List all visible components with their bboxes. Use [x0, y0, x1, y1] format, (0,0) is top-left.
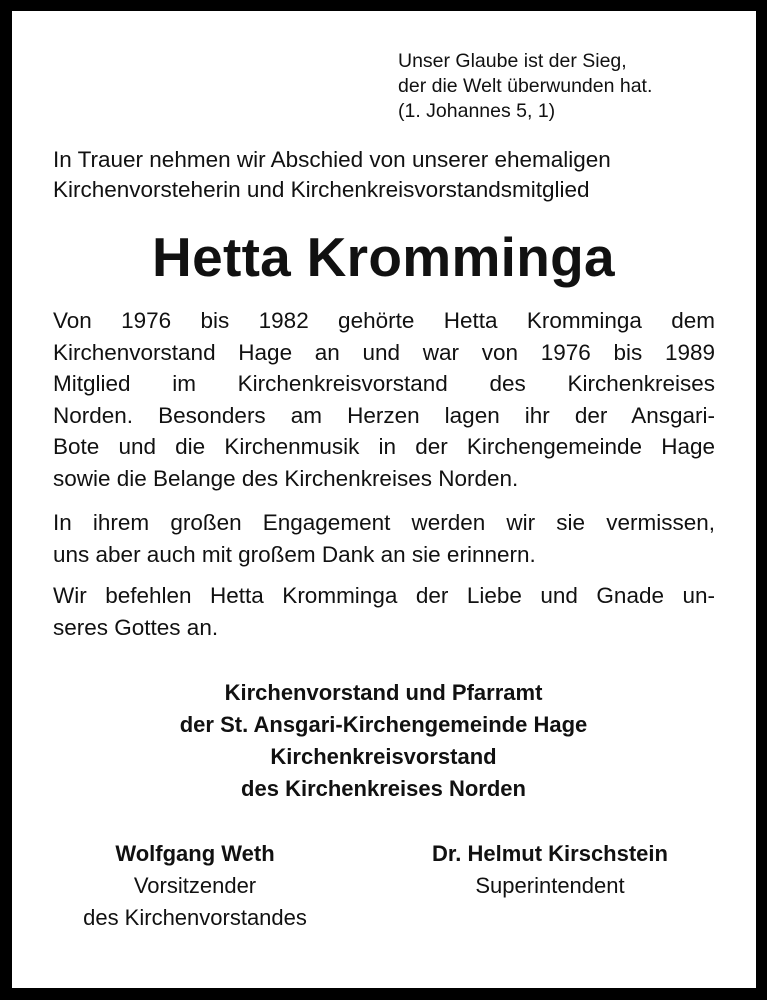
organization-line: der St. Ansgari-Kirchengemeinde Hage — [179, 712, 588, 737]
intro-line: In Trauer nehmen wir Abschied von unserer ehemaligen — [53, 147, 611, 172]
paragraph-line: In ihrem großen Engagement werden wir sie vermissen, — [53, 510, 715, 535]
engagement-paragraph — [53, 507, 715, 570]
signatory-title: des Kirchenvorstandes — [83, 905, 307, 930]
biography-paragraph — [53, 305, 715, 494]
organization-line: Kirchenvorstand und Pfarramt — [224, 680, 543, 705]
organization-line: Kirchenkreisvorstand — [270, 744, 497, 769]
paragraph-line: Kirchenvorstand Hage an und war von 1976 bis 1989 — [53, 339, 715, 365]
paragraph-line: uns aber auch mit großem Dank an sie erinnern. — [53, 541, 536, 567]
bible-verse — [398, 49, 652, 124]
organizations-block — [0, 677, 767, 805]
verse-reference: (1. Johannes 5, 1) — [398, 100, 556, 122]
signatory-superintendent — [395, 838, 705, 902]
signatory-chair — [40, 838, 350, 934]
paragraph-line: Von 1976 bis 1982 gehörte Hetta Kromminga dem — [53, 308, 715, 333]
paragraph-line: Mitglied im Kirchenkreisvorstand des Kirchenkreises — [53, 371, 715, 396]
intro-text — [53, 145, 611, 205]
signatory-name: Dr. Helmut Kirschstein — [432, 841, 668, 866]
verse-line: Unser Glaube ist der Sieg, — [398, 50, 627, 72]
deceased-name: Hetta Kromminga — [152, 226, 615, 288]
paragraph-line: Bote und die Kirchenmusik in der Kirchengemeinde Hage — [53, 434, 715, 459]
verse-line: der die Welt überwunden hat. — [398, 75, 653, 97]
signatory-title: Vorsitzender — [133, 873, 257, 898]
intro-line: Kirchenvorsteherin und Kirchenkreisvorstandsmitglied — [53, 177, 590, 202]
paragraph-line: sowie die Belange des Kirchenkreises Norden. — [53, 465, 519, 491]
paragraph-line: Wir befehlen Hetta Kromminga der Liebe und Gnade un- — [53, 583, 715, 608]
signatory-name: Wolfgang Weth — [115, 841, 275, 866]
organization-line: des Kirchenkreises Norden — [241, 776, 526, 801]
paragraph-line: Norden. Besonders am Herzen lagen ihr der Ansgari- — [53, 402, 715, 428]
commendation-paragraph — [53, 580, 715, 643]
signatory-title: Superintendent — [475, 873, 625, 898]
paragraph-line: seres Gottes an. — [53, 614, 219, 640]
